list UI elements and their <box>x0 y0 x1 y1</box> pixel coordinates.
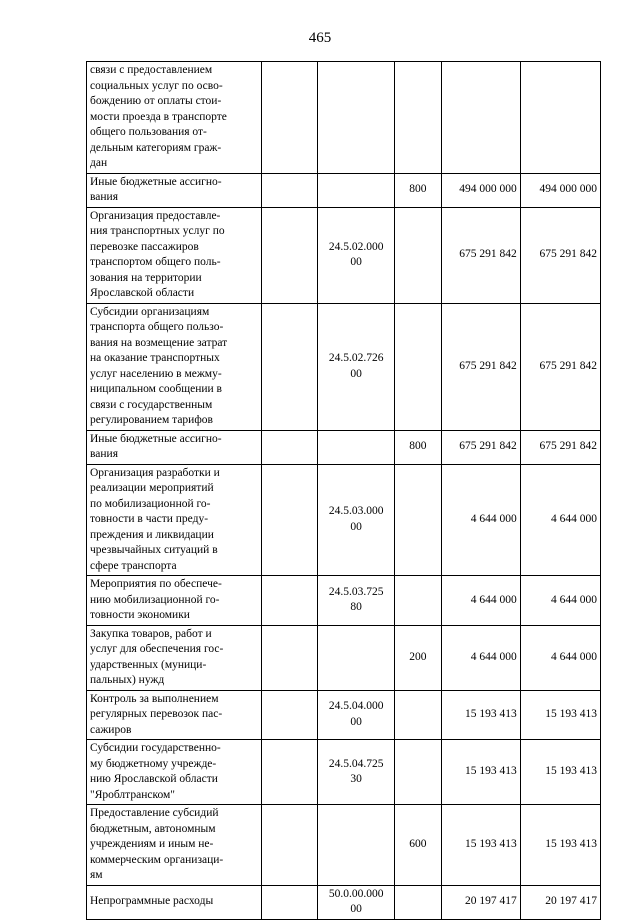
row-name: Организация предоставле- ния транспортных услуг по перевозке пассажиров транспортом общего поль- зования на территории Ярославской области <box>87 207 262 303</box>
row-amount-year1 <box>441 62 520 174</box>
row-amount-year1: 20 197 417 <box>441 885 520 919</box>
row-amount-year1: 4 644 000 <box>441 576 520 626</box>
row-expense-type: 600 <box>395 805 441 886</box>
table-row <box>87 805 601 886</box>
page-number: 465 <box>308 30 332 46</box>
row-code <box>318 173 395 207</box>
row-amount-year2: 20 197 417 <box>520 885 600 919</box>
table-row <box>87 464 601 576</box>
row-blank-cell <box>262 207 318 303</box>
budget-table <box>86 61 601 920</box>
row-code: 24.5.04.000 00 <box>318 690 395 740</box>
row-expense-type: 800 <box>395 430 441 464</box>
row-amount-year2: 4 644 000 <box>520 576 600 626</box>
row-amount-year2: 15 193 413 <box>520 740 600 805</box>
row-amount-year1: 494 000 000 <box>441 173 520 207</box>
row-code: 24.5.03.000 00 <box>318 464 395 576</box>
row-name: Закупка товаров, работ и услуг для обеспечения гос- ударственных (муници- пальных) нужд <box>87 625 262 690</box>
table-row <box>87 690 601 740</box>
row-blank-cell <box>262 690 318 740</box>
row-amount-year2: 494 000 000 <box>520 173 600 207</box>
row-blank-cell <box>262 464 318 576</box>
row-code: 24.5.03.725 80 <box>318 576 395 626</box>
row-name: Мероприятия по обеспече- нию мобилизационной го- товности экономики <box>87 576 262 626</box>
row-name: Субсидии организациям транспорта общего пользо- вания на возмещение затрат на оказание транспортных услуг населению в межму- ниципальном сообщении в связи с государственным регулированием тарифов <box>87 303 262 430</box>
budget-table-body <box>87 62 601 920</box>
row-blank-cell <box>262 62 318 174</box>
table-row <box>87 625 601 690</box>
table-row <box>87 207 601 303</box>
row-name: Непрограммные расходы <box>87 885 262 919</box>
row-amount-year2: 4 644 000 <box>520 464 600 576</box>
row-expense-type <box>395 576 441 626</box>
row-blank-cell <box>262 576 318 626</box>
row-blank-cell <box>262 740 318 805</box>
row-expense-type: 800 <box>395 173 441 207</box>
table-row <box>87 576 601 626</box>
row-code <box>318 625 395 690</box>
row-blank-cell <box>262 173 318 207</box>
row-expense-type <box>395 690 441 740</box>
row-amount-year2: 675 291 842 <box>520 207 600 303</box>
row-blank-cell <box>262 430 318 464</box>
row-name: Предоставление субсидий бюджетным, автономным учреждениям и иным не- коммерческим организаци- ям <box>87 805 262 886</box>
row-expense-type: 200 <box>395 625 441 690</box>
row-amount-year1: 675 291 842 <box>441 207 520 303</box>
row-name: Контроль за выполнением регулярных перевозок пас- сажиров <box>87 690 262 740</box>
row-name: Иные бюджетные ассигно- вания <box>87 173 262 207</box>
row-expense-type <box>395 885 441 919</box>
table-row <box>87 303 601 430</box>
row-expense-type <box>395 464 441 576</box>
row-expense-type <box>395 207 441 303</box>
row-amount-year1: 15 193 413 <box>441 740 520 805</box>
row-blank-cell <box>262 303 318 430</box>
row-amount-year1: 15 193 413 <box>441 805 520 886</box>
table-row <box>87 740 601 805</box>
row-code: 24.5.04.725 30 <box>318 740 395 805</box>
row-name: связи с предоставлением социальных услуг по осво- бождению от оплаты стои- мости проезда в транспорте общего пользования от- дельным категориям граж- дан <box>87 62 262 174</box>
row-code: 24.5.02.000 00 <box>318 207 395 303</box>
row-blank-cell <box>262 885 318 919</box>
row-amount-year1: 675 291 842 <box>441 430 520 464</box>
row-amount-year1: 675 291 842 <box>441 303 520 430</box>
row-code <box>318 430 395 464</box>
row-amount-year2: 675 291 842 <box>520 430 600 464</box>
row-name: Иные бюджетные ассигно- вания <box>87 430 262 464</box>
row-amount-year2: 15 193 413 <box>520 690 600 740</box>
row-code <box>318 805 395 886</box>
row-name: Субсидии государственно- му бюджетному учрежде- нию Ярославской области "Яроблтранском" <box>87 740 262 805</box>
row-expense-type <box>395 303 441 430</box>
row-amount-year2: 4 644 000 <box>520 625 600 690</box>
table-row <box>87 885 601 919</box>
row-amount-year2 <box>520 62 600 174</box>
row-code <box>318 62 395 174</box>
row-code: 24.5.02.726 00 <box>318 303 395 430</box>
row-blank-cell <box>262 625 318 690</box>
row-amount-year1: 4 644 000 <box>441 464 520 576</box>
row-blank-cell <box>262 805 318 886</box>
table-row <box>87 173 601 207</box>
row-amount-year2: 15 193 413 <box>520 805 600 886</box>
row-amount-year1: 4 644 000 <box>441 625 520 690</box>
row-name: Организация разработки и реализации мероприятий по мобилизационной го- товности в части преду- преждения и ликвидации чрезвычайных ситуаций в сфере транспорта <box>87 464 262 576</box>
row-amount-year1: 15 193 413 <box>441 690 520 740</box>
row-expense-type <box>395 740 441 805</box>
row-expense-type <box>395 62 441 174</box>
table-row <box>87 62 601 174</box>
row-amount-year2: 675 291 842 <box>520 303 600 430</box>
row-code: 50.0.00.000 00 <box>318 885 395 919</box>
table-row <box>87 430 601 464</box>
